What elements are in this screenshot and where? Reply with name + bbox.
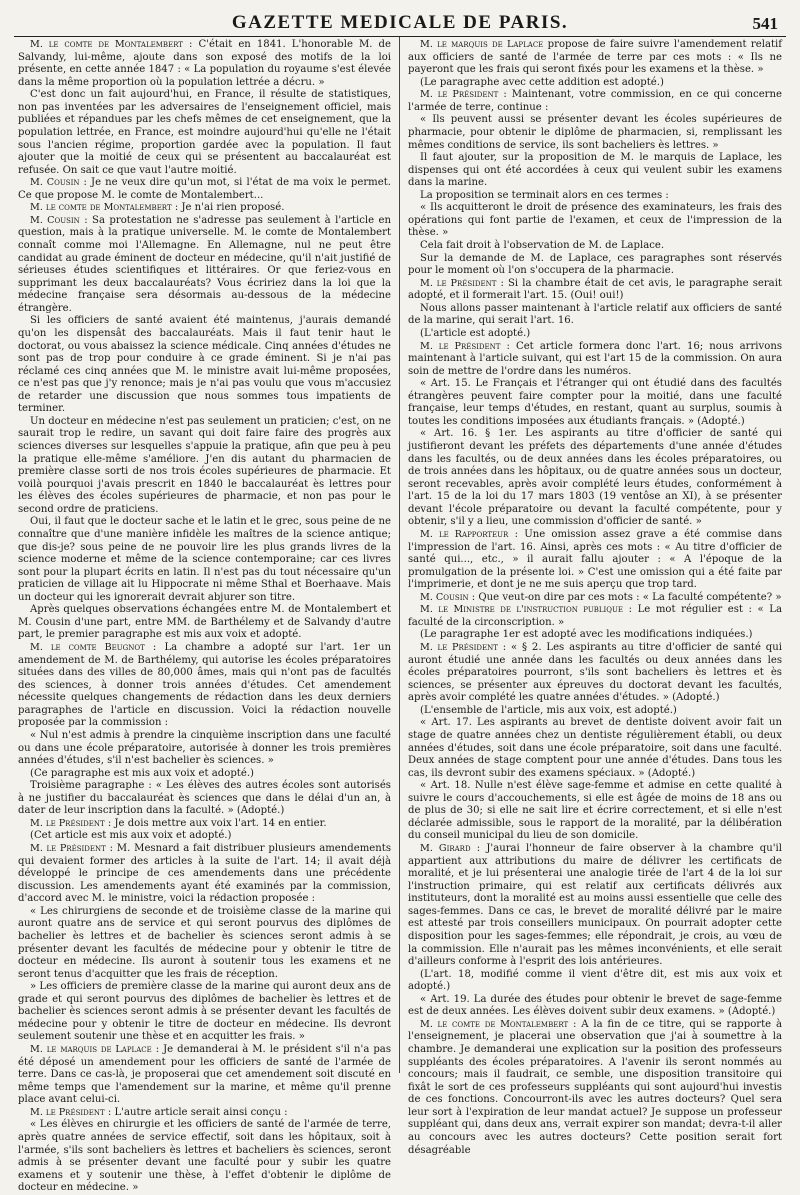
paragraph [408, 253, 782, 278]
paragraph-text: : C'était en 1841. L'honorable M. de Salvandy, lui-même, ajoute dans son exposé des motifs de la loi présente, en cette année 1847 : « La population du royaume s'est élevée dans la même proportion où la population lettrée a décru. » [18, 39, 391, 88]
paragraph [18, 315, 391, 416]
paragraph-text: : L'autre article serait ainsi conçu : [104, 1106, 288, 1118]
paragraph [18, 215, 391, 316]
paragraph [408, 77, 782, 90]
paragraph [408, 328, 782, 341]
paragraph [408, 843, 782, 969]
paragraph-text: (Le paragraphe avec cette addition est adopté.) [420, 76, 664, 88]
paragraph [408, 1019, 782, 1157]
speaker-name: M. le Ministre de l'instruction publique [420, 604, 624, 616]
paragraph-text: Si les officiers de santé avaient été maintenus, j'aurais demandé qu'on les dispensât des baccalauréats. Mais il faut tenir haut le doctorat, ou vous abaissez la science médicale. Cinq années d'études ne sont pas de trop pour conduire à ce grade éminent. Si je n'ai pas réclamé ces cinq années que M. le ministre avait lui-même proposées, ce n'est pas que j'y renonce; mais je n'ai pas voulu que vous m'accusiez de retarder une discussion que nous sommes tous impatients de terminer. [18, 315, 391, 415]
paragraph-text: : Une omission assez grave a été commise dans l'impression de l'art. 16. Ainsi, après ces mots : « Au titre d'officier de santé qui..., etc., » il aurait fallu ajouter : « A l'époque de la promulgation de la présente loi. » C'est une omission qui a été faite par l'imprimerie, et dont je ne me suis aperçu que trop tard. [408, 528, 782, 591]
paragraph-text: C'est donc un fait aujourd'hui, en France, il résulte de statistiques, non pas inventées par les adversaires de l'enseignement officiel, mais publiées et répandues par les chefs mêmes de cet enseignement, que la population lettrée, en France, est moindre aujourd'hui qu'elle ne l'était sous l'ancien régime, proportion gardée avec la population. Il faut ajouter que la moitié de ceux qui se présentent au baccalauréat est refusée. On sait ce que vaut l'autre moitié. [18, 89, 391, 176]
paragraph [18, 1119, 391, 1194]
speaker-name: M. le comte Beugnot [30, 642, 145, 653]
right-column [400, 37, 790, 1156]
speaker-name: M. Cousin [30, 177, 80, 189]
paragraph [408, 629, 782, 642]
paragraph-text: (Ce paragraphe est mis aux voix et adopté.) [30, 767, 254, 779]
paragraph-text: Un docteur en médecine n'est pas seulement un praticien; c'est, on ne saurait trop le redire, un savant qui doit faire faire des progrès aux sciences diverses sur lesquelles s'appuie la pratique, afin que peu à peu la pratique elle-même s'améliore. J'en dis autant du pharmacien de première classe sorti de nos trois écoles supérieures de pharmacie. Et voilà pourquoi j'avais prescrit en 1840 le baccalauréat ès lettres pour les élèves des écoles supérieures de pharmacie, et non pas pour le second ordre de praticiens. [18, 415, 392, 515]
speaker-name: M. le marquis de Laplace [30, 1044, 152, 1055]
paragraph [18, 906, 391, 981]
paragraph-text: : Le mot régulier est : « La faculté de la circonscription. » [408, 604, 782, 628]
paragraph-text: : Cet article formera donc l'art. 16; nous arrivons maintenant à l'article suivant, qui est l'art 15 de la commission. On aura soin de mettre de l'ordre dans les numéros. [408, 340, 782, 377]
paragraph [18, 516, 391, 604]
paragraph [408, 89, 782, 114]
running-title: GAZETTE MEDICALE DE PARIS. [231, 12, 569, 33]
paragraph [18, 780, 391, 818]
paragraph [408, 240, 782, 253]
paragraph [408, 39, 782, 77]
speaker-name: M. le Président [420, 340, 501, 352]
left-column [10, 37, 400, 1194]
paragraph-text: « Art. 16. § 1er. Les aspirants au titre d'officier de santé qui justifieront devant les préfets des départements d'une année d'études dans les facultés, ou de deux années dans les écoles préparatoires, ou de trois années dans les hôpitaux, ou de quatre années sous un docteur, seront recevables, après avoir complété leurs études, conformément à l'art. 15 de la loi du 17 mars 1803 (19 ventôse an XI), à se présenter devant l'école préparatoire ou devant la faculté compétente, pour y obtenir, s'il y a lieu, une commission d'officier de santé. » [408, 428, 782, 528]
paragraph [18, 730, 391, 768]
paragraph [408, 529, 782, 592]
paragraph [408, 717, 782, 780]
paragraph-text: » Les officiers de première classe de la marine qui auront deux ans de grade et qui seront pourvus des diplômes de bachelier ès lettres et de bachelier ès sciences seront admis à se présenter devant les facultés de médecine pour y obtenir le titre de docteur en médecine. Ils devront seulement soutenir une thèse et en acquitter les frais. » [18, 981, 391, 1043]
paragraph-text: Oui, il faut que le docteur sache et le latin et le grec, sous peine de ne connaître que d'une manière infidèle les maîtres de la science antique; que dis-je? sous peine de ne pouvoir lire les plus grands livres de la science moderne et même de la science contemporaine; car ces livres sont pour la plupart écrits en latin. Il n'est pas du tout nécessaire qu'un praticien de village ait lu Hippocrate ni même Sthal et Boerhaave. Mais un docteur qui les ignorerait devrait abjurer son titre. [18, 516, 391, 603]
paragraph [18, 604, 391, 642]
paragraph [18, 768, 391, 781]
paragraph-text: Il faut ajouter, sur la proposition de M. le marquis de Laplace, les dispenses qui ont été accordées à ceux qui veulent subir les examens dans la marine. [408, 152, 782, 189]
speaker-name: M. Cousin [30, 214, 80, 226]
paragraph-text: : « § 2. Les aspirants au titre d'officier de santé qui auront étudié une année dans les facultés ou deux années dans les écoles préparatoires pourront, s'ils sont bacheliers ès lettres et ès sciences, se présenter aux épreuves du doctorat devant les facultés, après avoir complété les quatre années d'études. » (Adopté.) [408, 642, 782, 704]
paragraph [408, 152, 782, 190]
speaker-name: M. Cousin [420, 591, 469, 603]
paragraph [408, 969, 782, 994]
paragraph-text: : Que veut-on dire par ces mots : « La faculté compétente? » [468, 591, 782, 603]
paragraph-text: : Je n'ai rien proposé. [171, 202, 285, 214]
paragraph [408, 705, 782, 718]
paragraph-text: Nous allons passer maintenant à l'article relatif aux officiers de santé de la marine, qui serait l'art. 16. [408, 302, 782, 327]
speaker-name: M. le Président [30, 1106, 105, 1118]
paragraph [408, 278, 782, 303]
speaker-name: M. le Rapporteur [420, 528, 509, 540]
paragraph-text: « Art. 19. La durée des études pour obtenir le brevet de sage-femme est de deux années. Les élèves doivent subir deux examens. » (Adopté.) [408, 993, 782, 1018]
paragraph-text: « Art. 15. Le Français et l'étranger qui ont étudié dans des facultés étrangères peuvent faire compter pour la moitié, dans une faculté française, leur temps d'études, en restant, quant au surplus, soumis à toutes les conditions imposées aux étudiants français. » (Adopté.) [408, 378, 782, 427]
paragraph [18, 202, 391, 215]
speaker-name: M. le Président [30, 843, 106, 854]
paragraph-text: Sur la demande de M. de Laplace, ces paragraphes sont réservés pour le moment où l'on s'occupera de la pharmacie. [408, 252, 782, 277]
paragraph-text: : M. Mesnard a fait distribuer plusieurs amendements qui devaient former des articles à la suite de l'art. 14; il avait déjà développé le principe de ces amendements dans une précédente discussion. Les amendements ayant été examinés par la commission, d'accord avec M. le ministre, voici la rédaction proposée : [18, 843, 391, 905]
paragraph-text: propose de faire suivre l'amendement relatif aux officiers de santé de l'armée de terre par ces mots : « Ils ne payeront que les frais qui seront fixés pour les examens et la thèse. » [408, 39, 782, 76]
speaker-name: M. le comte de Montalembert [420, 1018, 569, 1030]
paragraph [408, 190, 782, 203]
speaker-name: M. le Président [420, 89, 499, 101]
paragraph-text: : J'aurai l'honneur de faire observer à la chambre qu'il appartient aux attributions du maire de délivrer les certificats de moralité, et je lui présenterai une analogie tirée de l'art 4 de la loi sur l'instruction primaire, qui est relatif aux certificats délivrés aux instituteurs, dont la moralité est au moins aussi essentielle que celle des sages-femmes. Dans ce cas, le brevet de moralité délivré par le maire est attesté par trois conseillers municipaux. On pourrait adopter cette disposition pour les sages-femmes; elle répondrait, je crois, au vœu de la commission. Elle n'aurait pas les mêmes inconvénients, et elle serait d'ailleurs conforme à l'esprit des lois antérieures. [408, 843, 782, 968]
speaker-name: M. le Président [30, 817, 105, 829]
paragraph [18, 981, 391, 1044]
speaker-name: M. le comte de Montalembert [30, 202, 172, 214]
speaker-name: M. le marquis de Laplace [420, 39, 544, 50]
paragraph-text: « Ils peuvent aussi se présenter devant les écoles supérieures de pharmacie, pour obtenir le diplôme de pharmacien, si, remplissant les mêmes conditions de service, ils sont bacheliers ès lettres. » [408, 114, 782, 151]
paragraph-text: « Les élèves en chirurgie et les officiers de santé de l'armée de terre, après quatre années de service effectif, soit dans les hôpitaux, soit à l'armée, s'ils sont bacheliers ès lettres et bacheliers ès sciences, seront admis à se présenter devant une faculté pour y subir les quatre examens et y soutenir une thèse, à l'effet d'obtenir le diplôme de docteur en médecine. » [18, 1119, 391, 1194]
paragraph [408, 202, 782, 240]
speaker-name: M. Girard [420, 843, 471, 854]
paragraph [18, 830, 391, 843]
paragraph [408, 994, 782, 1019]
paragraph-text: : Maintenant, votre commission, en ce qui concerne l'armée de terre, continue : [408, 89, 782, 113]
paragraph [18, 39, 391, 89]
paragraph-text: (L'ensemble de l'article, mis aux voix, est adopté.) [420, 704, 677, 716]
speaker-name: M. le Président [420, 277, 497, 289]
paragraph [408, 642, 782, 705]
speaker-name: M. le Président [420, 642, 498, 653]
paragraph-text: « Les chirurgiens de seconde et de troisième classe de la marine qui auront quatre ans de service et qui seront pourvus des diplômes de bachelier ès lettres et de bachelier ès sciences seront admis à se présenter devant les facultés de médecine pour y obtenir le titre de docteur en médecine. Ils auront à soutenir tous les examens et ne seront tenus d'acquitter que les frais de réception. [18, 905, 391, 980]
paragraph-text: « Nul n'est admis à prendre la cinquième inscription dans une faculté ou dans une école préparatoire, autorisée à donner les trois premières années d'études, s'il n'est bachelier ès sciences. » [18, 729, 391, 767]
speaker-name: M. le comte de Montalembert [30, 39, 183, 50]
paragraph-text: « Art. 18. Nulle n'est élève sage-femme et admise en cette qualité à suivre le cours d'accouchements, si elle est âgée de moins de 18 ans ou de plus de 30; si elle ne sait lire et écrire correctement, et si elle n'est déclarée admissible, sous le rapport de la moralité, par la délibération du conseil municipal du lieu de son domicile. [408, 780, 782, 842]
paragraph-text: (L'art. 18, modifié comme il vient d'être dit, est mis aux voix et adopté.) [408, 968, 782, 993]
paragraph [18, 1107, 391, 1120]
paragraph [18, 416, 391, 517]
paragraph [408, 378, 782, 428]
paragraph-text: : A la fin de ce titre, qui se rapporte à l'enseignement, je placerai une observation que j'ai à soumettre à la chambre. Je demanderai une explication sur la position des professeurs suppléants des écoles préparatoires. A l'avenir ils seront nommés au concours; mais il faudrait, ce semble, une disposition transitoire qui fixât le sort de ces professeurs suppléants qui sont aujourd'hui investis de ces fonctions. Concourront-ils avec les autres docteurs? Quel sera leur sort à l'expiration de leur mandat actuel? Je suppose un professeur suppléant qui, dans deux ans, verrait expirer son mandat; devra-t-il aller au concours avec les autres docteurs? Cette position serait fort désagréable [408, 1018, 782, 1156]
paragraph [18, 177, 391, 202]
paragraph [18, 843, 391, 906]
paragraph-text: : Sa protestation ne s'adresse pas seulement à l'article en question, mais à la pratique universelle. M. le comte de Montalembert connaît comme moi l'Allemagne. En Allemagne, nul ne peut être candidat au grade éminent de docteur en médecine, qu'il n'ait justifié de sérieuses études scientifiques et littéraires. Or que feriez-vous en supprimant les deux baccalauréats? Vous écririez dans la loi que la médecine française sera désormais au-dessous de la médecine étrangère. [18, 214, 392, 314]
paragraph-text: Cela fait droit à l'observation de M. de Laplace. [420, 240, 665, 251]
paragraph-text: : Je ne veux dire qu'un mot, si l'état de ma voix le permet. Ce que propose M. le comte de Montalembert... [18, 177, 391, 201]
paragraph-text: « Ils acquitteront le droit de présence des examinateurs, les frais des opérations qui font partie de l'examen, et ceux de l'impression de la thèse. » [408, 202, 782, 239]
paragraph-text: (Le paragraphe 1er est adopté avec les modifications indiquées.) [420, 629, 753, 641]
paragraph-text: La proposition se terminait alors en ces termes : [420, 189, 669, 201]
paragraph-text: : La chambre a adopté sur l'art. 1er un amendement de M. de Barthélemy, qui autorise les écoles préparatoires situées dans des villes de 80,000 âmes, mais qui n'ont pas de facultés des sciences, à donner trois années d'études. Cet amendement nécessite quelques changements de rédaction dans les deux derniers paragraphes de l'article en discussion. Voici la rédaction nouvelle proposée par la commission : [18, 642, 391, 729]
text-columns [10, 37, 790, 1194]
paragraph-text: (L'article est adopté.) [420, 327, 531, 339]
paragraph-text: : Si la chambre était de cet avis, le paragraphe serait adopté, et il formerait l'art. 15. (Oui! oui!) [408, 277, 782, 302]
paragraph [18, 1044, 391, 1107]
paragraph-text: (Cet article est mis aux voix et adopté.) [30, 830, 232, 842]
paragraph-text: Troisième paragraphe : « Les élèves des autres écoles sont autorisés à ne justifier du baccalauréat ès sciences que dans le délai d'un an, à dater de leur inscription dans la faculté. » (Adopté.) [18, 780, 391, 817]
paragraph [408, 592, 782, 605]
paragraph [408, 114, 782, 152]
paragraph [408, 780, 782, 843]
paragraph [18, 89, 391, 177]
paragraph [18, 642, 391, 730]
paragraph-text: « Art. 17. Les aspirants au brevet de dentiste doivent avoir fait un stage de quatre années chez un dentiste régulièrement établi, ou deux années d'études, soit dans une école préparatoire, soit dans une faculté. Deux années de stage comptent pour une année d'études. Dans tous les cas, ils devront subir des examens spéciaux. » (Adopté.) [408, 717, 782, 779]
page-number: 541 [752, 14, 778, 33]
paragraph [408, 604, 782, 629]
page-header [10, 0, 790, 36]
paragraph-text: : Je dois mettre aux voix l'art. 14 en entier. [104, 817, 327, 829]
paragraph [18, 818, 391, 831]
paragraph-text: : Je demanderai à M. le président s'il n'a pas été déposé un amendement pour les officiers de santé de l'armée de terre. Dans ce cas-là, je proposerai que cet amendement soit discuté en même temps que l'amendement sur la marine, et même qu'il prenne place avant celui-ci. [18, 1044, 391, 1106]
paragraph-text: Après quelques observations échangées entre M. de Montalembert et M. Cousin d'une part, entre MM. de Barthélemy et de Salvandy d'autre part, le premier paragraphe est mis aux voix et adopté. [18, 604, 391, 641]
paragraph [408, 303, 782, 328]
paragraph [408, 428, 782, 529]
paragraph [408, 341, 782, 379]
